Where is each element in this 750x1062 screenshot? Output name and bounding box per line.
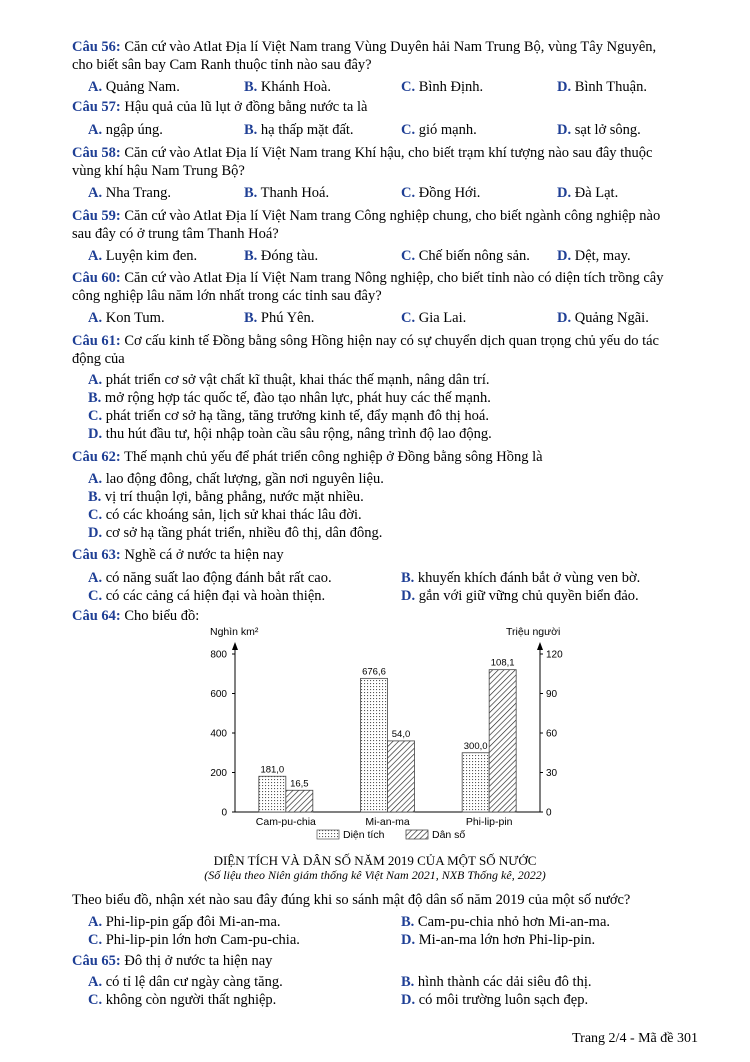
- question-text: vùng khí hậu Nam Trung Bộ?: [72, 163, 245, 179]
- data-label: 300,0: [463, 740, 488, 752]
- data-label: 54,0: [391, 728, 411, 740]
- question-text: Căn cứ vào Atlat Địa lí Việt Nam trang Nông nghiệp, cho biết tỉnh nào có diện tích trồng cây: [124, 270, 664, 286]
- q65-option-b[interactable]: B. hình thành các dải siêu đô thị.: [401, 974, 592, 990]
- y-tick-label-left: 200: [210, 768, 227, 779]
- question-text: Căn cứ vào Atlat Địa lí Việt Nam trang Vùng Duyên hải Nam Trung Bộ, vùng Tây Nguyên,: [124, 39, 657, 55]
- question-number: Câu 63:: [72, 547, 121, 563]
- q63-option-b[interactable]: B. khuyến khích đánh bắt ở vùng ven bờ.: [401, 570, 641, 586]
- question-number: Câu 56:: [72, 39, 121, 55]
- data-label: 676,6: [362, 666, 386, 678]
- q62-option-c[interactable]: C. có các khoáng sản, lịch sử khai thác lâu đời.: [88, 507, 362, 523]
- question-57: [72, 98, 712, 116]
- y-tick-label-left: 400: [210, 728, 227, 740]
- question-text: Hậu quả của lũ lụt ở đồng bằng nước ta là: [124, 99, 368, 115]
- q63-option-c[interactable]: C. có các cảng cá hiện đại và hoàn thiện.: [88, 588, 326, 604]
- q60-option-a[interactable]: A. Kon Tum.: [88, 310, 165, 326]
- question-text: công nghiệp lâu năm lớn nhất trong các tỉnh sau đây?: [72, 288, 382, 304]
- question-60: [72, 269, 712, 287]
- question-text: động của: [72, 351, 125, 367]
- y-tick-label-right: 90: [546, 689, 558, 700]
- q63-option-a[interactable]: A. có năng suất lao động đánh bắt rất cao.: [88, 570, 332, 586]
- data-label: 181,0: [260, 764, 285, 776]
- question-text: Đô thị ở nước ta hiện nay: [124, 953, 273, 969]
- question-58: [72, 144, 712, 162]
- q57-option-a[interactable]: A. ngập úng.: [88, 122, 163, 138]
- q59-option-a[interactable]: A. Luyện kim đen.: [88, 248, 198, 264]
- q57-option-c[interactable]: C. gió mạnh.: [401, 122, 477, 138]
- question-59: [72, 207, 712, 225]
- q61-option-a[interactable]: A. phát triển cơ sở vật chất kĩ thuật, khai thác thế mạnh, nâng dân trí.: [88, 372, 490, 388]
- q64-option-c[interactable]: C. Phi-lip-pin lớn hơn Cam-pu-chia.: [88, 932, 300, 948]
- data-label: 16,5: [290, 778, 309, 790]
- question-59-cont: [72, 225, 712, 243]
- question-number: Câu 64:: [72, 608, 121, 624]
- chart-caption: DIỆN TÍCH VÀ DÂN SỐ NĂM 2019 CỦA MỘT SỐ NƯỚC: [213, 853, 537, 868]
- y-axis-left-arrow: [232, 642, 238, 650]
- bar-area: [462, 753, 489, 812]
- q60-option-c[interactable]: C. Gia Lai.: [401, 310, 467, 326]
- q56-option-a[interactable]: A. Quảng Nam.: [88, 79, 180, 95]
- y-tick-label-right: 30: [546, 768, 558, 779]
- y-axis-right-arrow: [537, 642, 543, 650]
- question-63: [72, 546, 712, 564]
- y-tick-label-left: 0: [221, 807, 227, 819]
- q56-option-b[interactable]: B. Khánh Hoà.: [244, 79, 331, 95]
- q63-option-d[interactable]: D. gắn với giữ vững chủ quyền biển đảo.: [401, 588, 639, 604]
- x-tick-label: Mi-an-ma: [365, 816, 410, 828]
- q58-option-c[interactable]: C. Đồng Hới.: [401, 185, 481, 201]
- question-58-cont: [72, 162, 712, 180]
- question-60-cont: [72, 287, 712, 305]
- question-61-cont: [72, 350, 712, 368]
- y-left-label: Nghìn km²: [210, 626, 259, 638]
- question-text: cho biết sân bay Cam Ranh thuộc tỉnh nào sau đây?: [72, 57, 372, 73]
- question-text: Theo biểu đồ, nhận xét nào sau đây đúng khi so sánh mật độ dân số năm 2019 của một số nước?: [72, 892, 631, 908]
- q62-option-d[interactable]: D. cơ sở hạ tầng phát triển, nhiều đô thị, dân đông.: [88, 525, 383, 541]
- q58-option-b[interactable]: B. Thanh Hoá.: [244, 185, 330, 201]
- q65-option-c[interactable]: C. không còn người thất nghiệp.: [88, 992, 277, 1008]
- q61-option-b[interactable]: B. mở rộng hợp tác quốc tế, đào tạo nhân lực, phát huy các thế mạnh.: [88, 390, 491, 406]
- q56-option-d[interactable]: D. Bình Thuận.: [557, 79, 647, 95]
- q64-option-b[interactable]: B. Cam-pu-chia nhỏ hơn Mi-an-ma.: [401, 914, 611, 930]
- legend-label-area: Diện tích: [343, 829, 385, 841]
- q60-option-d[interactable]: D. Quảng Ngãi.: [557, 310, 649, 326]
- x-tick-label: Cam-pu-chia: [255, 816, 316, 828]
- legend-swatch-area: [317, 830, 339, 839]
- legend-label-population: Dân số: [432, 829, 466, 841]
- q57-option-d[interactable]: D. sạt lở sông.: [557, 122, 641, 138]
- chart-source: (Số liệu theo Niên giám thống kê Việt Nam 2021, NXB Thống kê, 2022): [204, 868, 546, 882]
- question-number: Câu 60:: [72, 270, 121, 286]
- y-tick-label-left: 800: [210, 649, 227, 661]
- question-56: [72, 38, 712, 56]
- q64-option-d[interactable]: D. Mi-an-ma lớn hơn Phi-lip-pin.: [401, 932, 596, 948]
- question-text: Căn cứ vào Atlat Địa lí Việt Nam trang Khí hậu, cho biết trạm khí tượng nào sau đây thuộc: [124, 145, 653, 161]
- question-text: Căn cứ vào Atlat Địa lí Việt Nam trang Công nghiệp chung, cho biết ngành công nghiệp nào: [124, 208, 661, 224]
- bar-population: [388, 741, 415, 812]
- y-right-label: Triệu người: [506, 626, 561, 638]
- q62-option-b[interactable]: B. vị trí thuận lợi, bằng phẳng, nước mặt nhiều.: [88, 489, 364, 505]
- bar-population: [286, 790, 313, 812]
- question-56-cont: [72, 56, 712, 74]
- q65-option-d[interactable]: D. có môi trường luôn sạch đẹp.: [401, 992, 589, 1008]
- bar-area: [259, 776, 286, 812]
- question-number: Câu 65:: [72, 953, 121, 969]
- question-text: sau đây có ở trung tâm Thanh Hoá?: [72, 226, 279, 242]
- q56-option-c[interactable]: C. Bình Định.: [401, 79, 484, 95]
- q61-option-d[interactable]: D. thu hút đầu tư, hội nhập toàn cầu sâu rộng, nâng trình độ lao động.: [88, 426, 492, 442]
- question-number: Câu 62:: [72, 449, 121, 465]
- q60-option-b[interactable]: B. Phú Yên.: [244, 310, 315, 326]
- data-label: 108,1: [490, 657, 515, 669]
- chart-legend: [317, 829, 465, 841]
- question-text: Cho biểu đồ:: [124, 608, 200, 624]
- q65-option-a[interactable]: A. có tỉ lệ dân cư ngày càng tăng.: [88, 974, 283, 990]
- y-tick-label-right: 60: [546, 728, 558, 740]
- bar-population: [489, 670, 516, 812]
- y-tick-label-right: 120: [546, 649, 563, 661]
- bar-chart: [195, 622, 575, 847]
- q64-option-a[interactable]: A. Phi-lip-pin gấp đôi Mi-an-ma.: [88, 914, 281, 930]
- question-number: Câu 61:: [72, 333, 121, 349]
- question-number: Câu 59:: [72, 208, 121, 224]
- page-footer: Trang 2/4 - Mã đề 301: [572, 1031, 698, 1046]
- q58-option-d[interactable]: D. Đà Lạt.: [557, 185, 619, 201]
- question-text: Cơ cấu kinh tế Đồng bằng sông Hồng hiện nay có sự chuyển dịch quan trọng chủ yếu do tác: [124, 333, 659, 349]
- question-number: Câu 57:: [72, 99, 121, 115]
- legend-swatch-population: [406, 830, 428, 839]
- question-62: [72, 448, 712, 466]
- q62-option-a[interactable]: A. lao động đông, chất lượng, gần nơi nguyên liệu.: [88, 471, 384, 487]
- question-text: Thế mạnh chủ yếu để phát triển công nghiệp ở Đồng bằng sông Hồng là: [124, 449, 543, 465]
- y-tick-label-left: 600: [210, 689, 227, 700]
- question-text: Nghề cá ở nước ta hiện nay: [124, 547, 284, 563]
- y-tick-label-right: 0: [546, 807, 552, 819]
- question-61: [72, 332, 712, 350]
- q59-option-c[interactable]: C. Chế biến nông sản.: [401, 248, 530, 264]
- bar-area: [361, 678, 388, 812]
- q61-option-c[interactable]: C. phát triển cơ sở hạ tầng, tăng trưởng kinh tế, đẩy mạnh đô thị hoá.: [88, 408, 489, 424]
- q58-option-a[interactable]: A. Nha Trang.: [88, 185, 171, 201]
- question-65: [72, 952, 712, 970]
- x-tick-label: Phi-lip-pin: [465, 816, 513, 828]
- question-number: Câu 58:: [72, 145, 121, 161]
- q59-option-b[interactable]: B. Đóng tàu.: [244, 248, 319, 264]
- q57-option-b[interactable]: B. hạ thấp mặt đất.: [244, 122, 354, 138]
- question-64-prompt: [72, 891, 712, 909]
- q59-option-d[interactable]: D. Dệt, may.: [557, 248, 631, 264]
